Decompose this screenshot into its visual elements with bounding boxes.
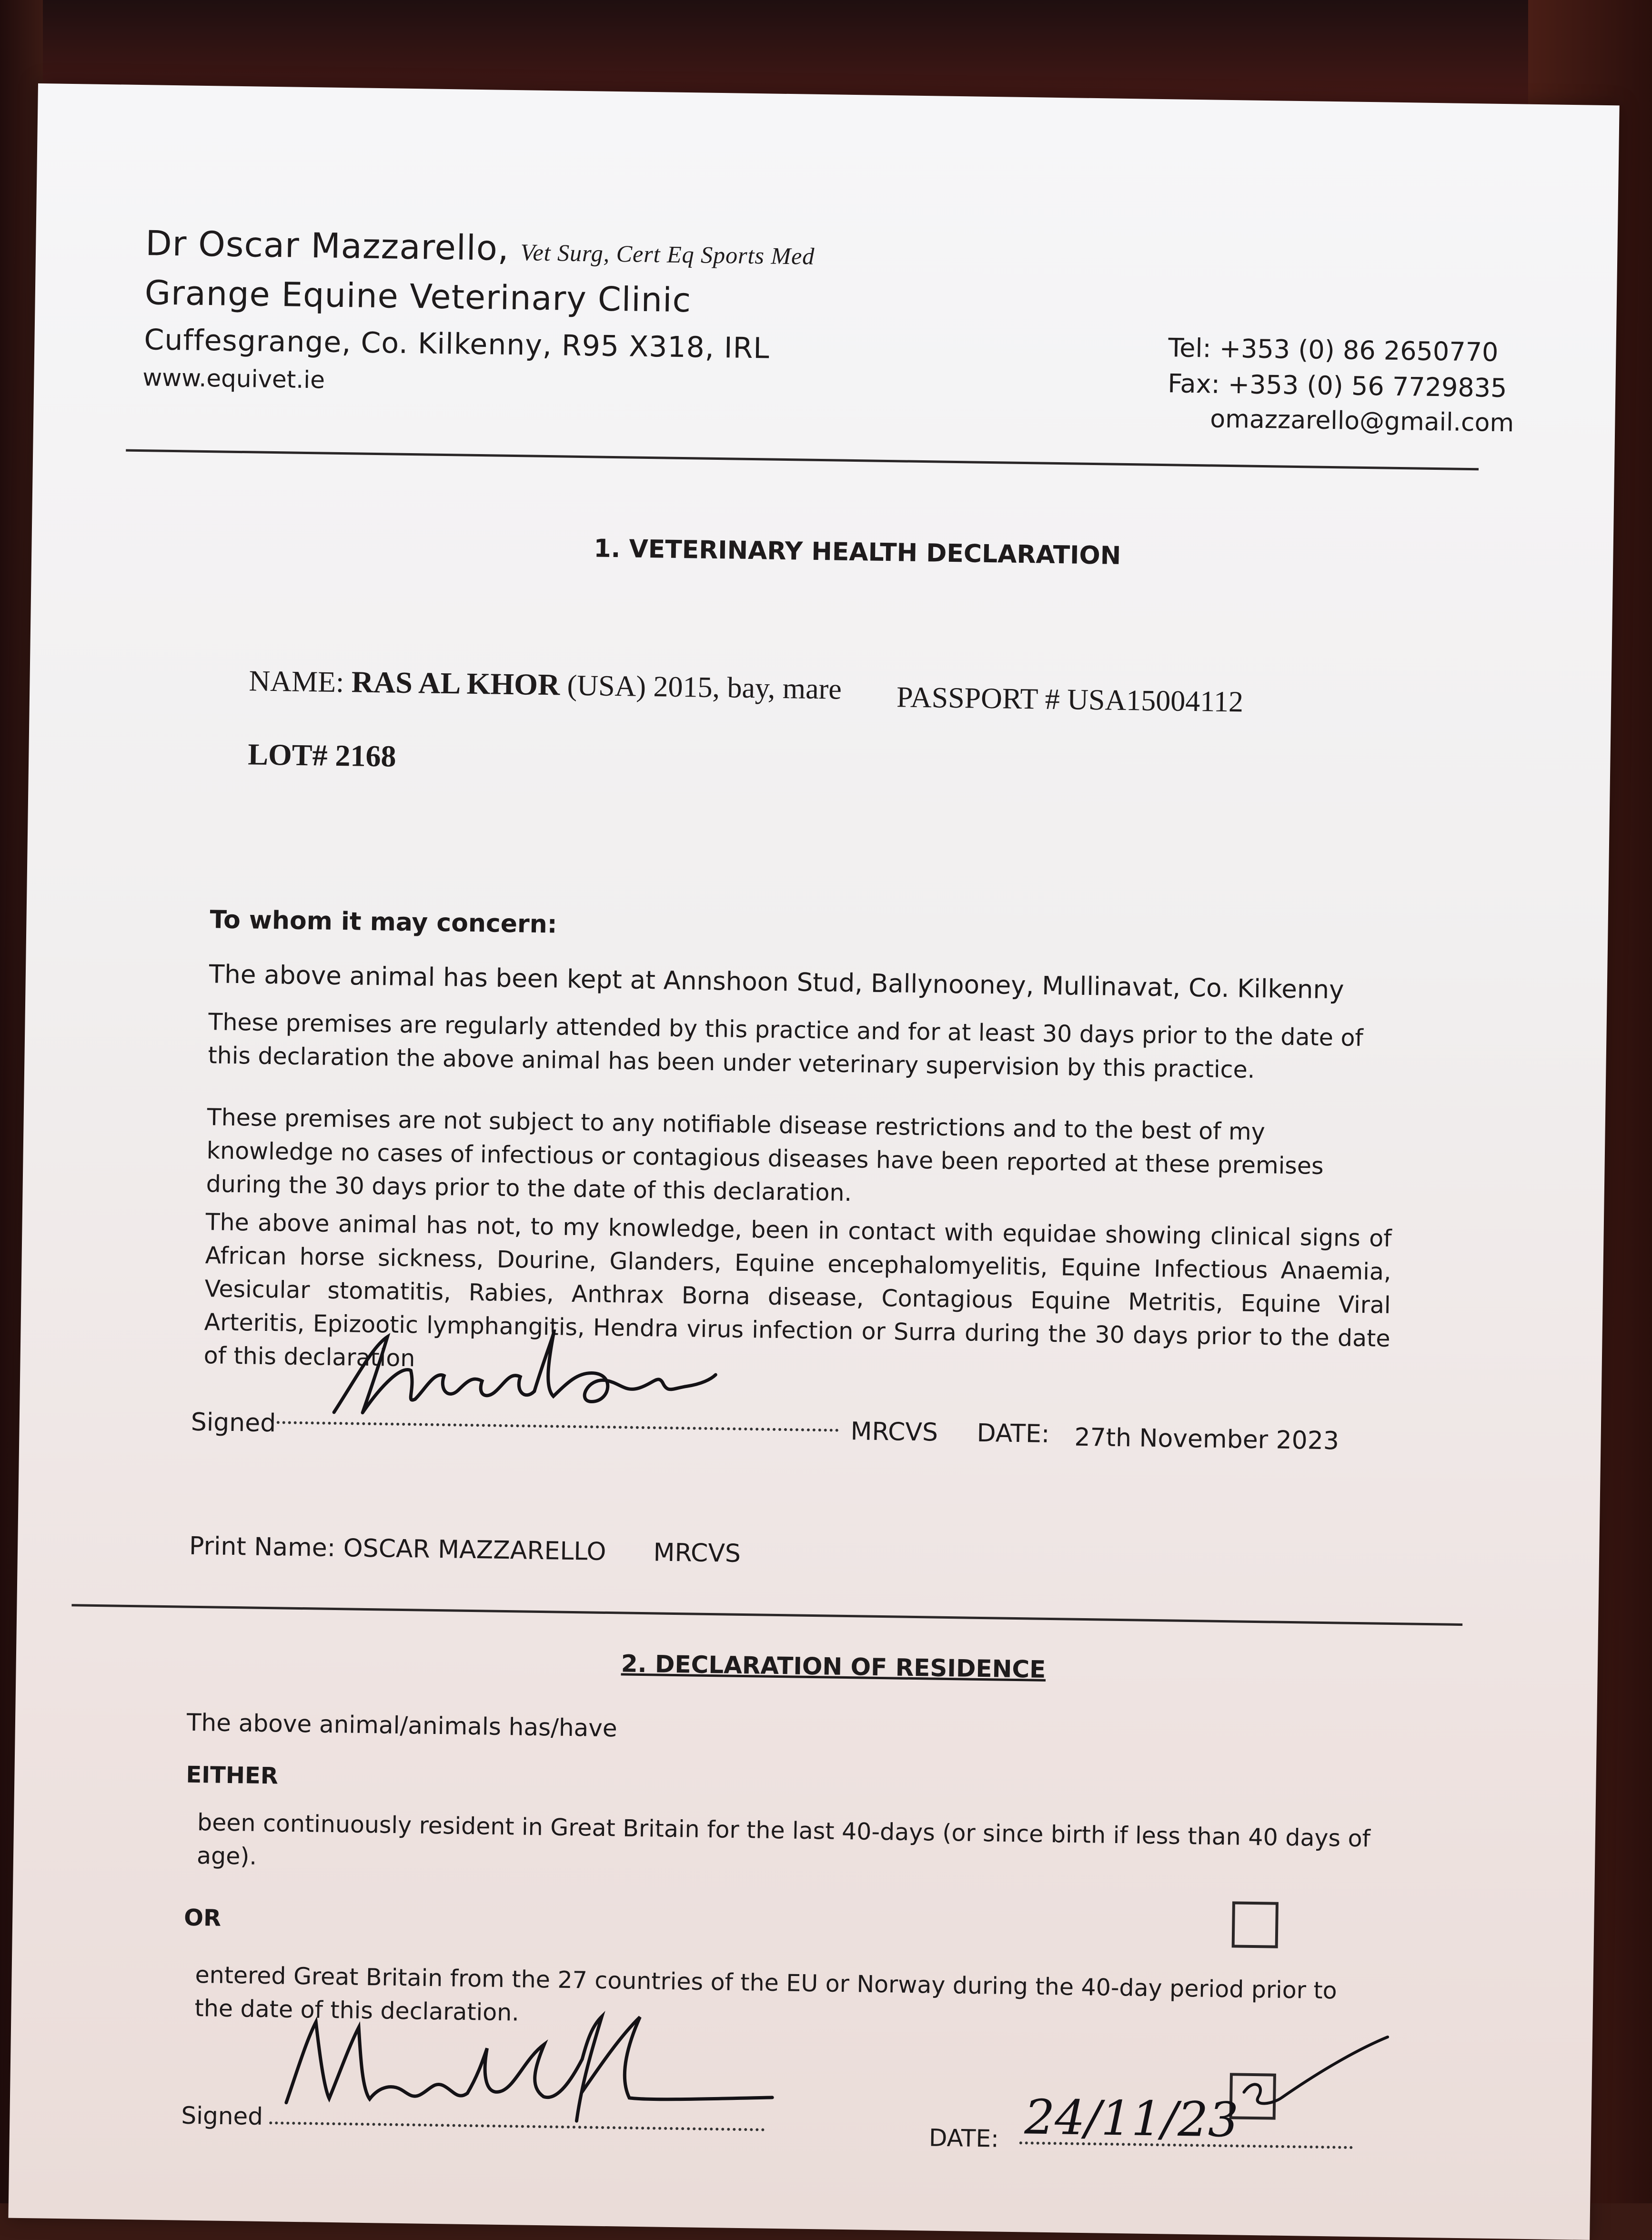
clinic-website: www.equivet.ie bbox=[142, 364, 325, 394]
vet-name bbox=[145, 223, 815, 273]
lot-number: 2168 bbox=[335, 738, 397, 773]
lot-label: LOT# bbox=[247, 737, 328, 772]
option1-checkbox[interactable] bbox=[1232, 1901, 1279, 1948]
either-label: EITHER bbox=[186, 1761, 279, 1790]
section-divider bbox=[71, 1604, 1462, 1626]
date-value-2: 24/11/23 bbox=[1024, 2089, 1239, 2148]
clinic-tel: Tel: +353 (0) 86 2650770 bbox=[1168, 333, 1499, 367]
header-divider bbox=[126, 449, 1479, 471]
clinic-email: omazzarello@gmail.com bbox=[1209, 405, 1514, 438]
passport-number: PASSPORT # USA15004112 bbox=[896, 681, 1244, 719]
date-value-1: 27th November 2023 bbox=[1074, 1423, 1340, 1456]
option2-text: entered Great Britain from the 27 countries of the EU or Norway during the 40-day period prior to the date of this declaration. bbox=[194, 1961, 1338, 2027]
horse-details: (USA) 2015, bay, mare bbox=[567, 669, 842, 706]
section2-title: 2. DECLARATION OF RESIDENCE bbox=[621, 1650, 1046, 1683]
mrcvs-label-1: MRCVS bbox=[850, 1417, 938, 1447]
paragraph-diseases: The above animal has not, to my knowledge, been in contact with equidae showing clinical signs of African horse sickness, Dourine, Glanders, Equine encephalomyelitis, Equine Infectious Anaemia, Vesicular stomatitis, Rabies, Anthrax Borna disease, Contagious Equine Metritis, Equine Viral Arteritis, Epizootic lymphangitis, Hendra virus infection or Surra during the 30 days prior to the date of this declaration bbox=[203, 1208, 1392, 1372]
owner-signature bbox=[276, 2002, 793, 2133]
paragraph-restrictions: These premises are not subject to any notifiable disease restrictions and to the best of my knowledge no cases of infectious or contagious diseases have been reported at these premises during the 30 days prior to the date of this declaration. bbox=[206, 1104, 1324, 1207]
lot-line bbox=[248, 737, 396, 774]
horse-name-line bbox=[249, 663, 842, 706]
vet-qualifications: Vet Surg, Cert Eq Sports Med bbox=[520, 239, 815, 270]
clinic-fax: Fax: +353 (0) 56 7729835 bbox=[1167, 368, 1507, 404]
print-name-suffix: MRCVS bbox=[653, 1538, 741, 1568]
vet-name-text: Dr Oscar Mazzarello, bbox=[145, 223, 510, 268]
signed-label-2: Signed bbox=[181, 2101, 263, 2131]
print-name-line bbox=[189, 1530, 741, 1571]
date-label-2: DATE: bbox=[928, 2124, 999, 2153]
print-name-label: Print Name: bbox=[189, 1531, 336, 1563]
vet-signature bbox=[329, 1317, 721, 1437]
residence-intro: The above animal/animals has/have bbox=[186, 1708, 618, 1743]
print-name-value: OSCAR MAZZARELLO bbox=[343, 1534, 606, 1566]
clinic-name: Grange Equine Veterinary Clinic bbox=[144, 273, 692, 320]
or-label: OR bbox=[183, 1904, 222, 1932]
clinic-address: Cuffesgrange, Co. Kilkenny, R95 X318, IRL bbox=[144, 323, 770, 365]
section1-title: 1. VETERINARY HEALTH DECLARATION bbox=[594, 534, 1121, 570]
name-label: NAME: bbox=[249, 665, 344, 699]
salutation: To whom it may concern: bbox=[210, 905, 557, 939]
date-label-1: DATE: bbox=[977, 1419, 1050, 1449]
paragraph-kept-at: The above animal has been kept at Annshoon Stud, Ballynooney, Mullinavat, Co. Kilkenny bbox=[209, 960, 1344, 1005]
option1-text: been continuously resident in Great Britain for the last 40-days (or since birth if less than 40 days of age). bbox=[196, 1809, 1371, 1870]
horse-name: RAS AL KHOR bbox=[351, 665, 560, 702]
paragraph-supervision: These premises are regularly attended by this practice and for at least 30 days prior to the date of this declaration the above animal has been under veterinary supervision by this practice. bbox=[208, 1008, 1364, 1084]
signed-label-1: Signed bbox=[191, 1408, 276, 1438]
checkmark-icon bbox=[1239, 2007, 1393, 2123]
document-page bbox=[8, 83, 1619, 2240]
